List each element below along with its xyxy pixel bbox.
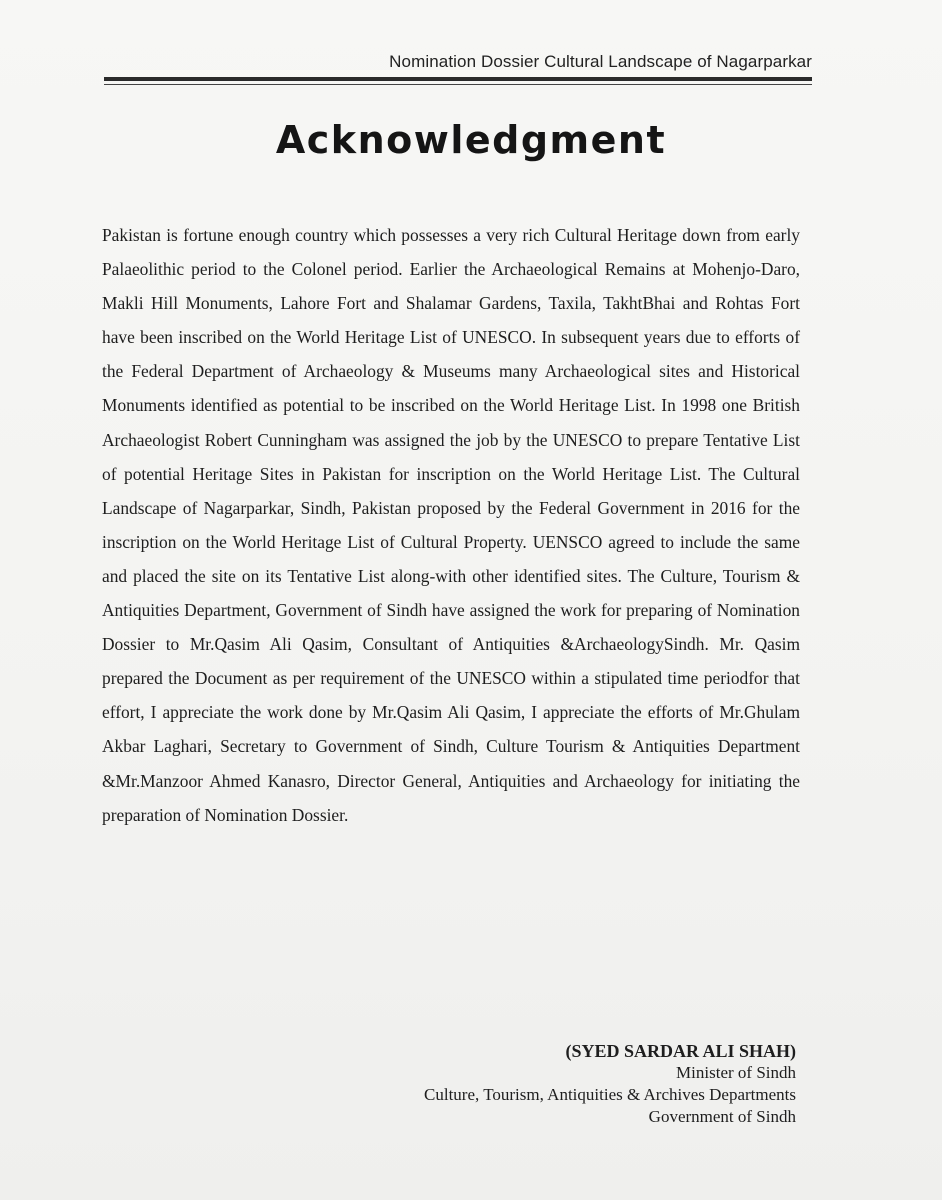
header-rule-thin [104, 84, 812, 85]
signatory-name: (SYED SARDAR ALI SHAH) [565, 1041, 796, 1061]
signature-block [424, 1040, 796, 1128]
acknowledgment-paragraph: Pakistan is fortune enough country which possesses a very rich Cultural Heritage down from early Palaeolithic period to the Colonel period. Earlier the Archaeological Remains at Mohenjo-Daro, Makli Hill Monuments, Lahore Fort and Shalamar Gardens, Taxila, TakhtBhai and Rohtas Fort have been inscribed on the World Heritage List of UNESCO. In subsequent years due to efforts of the Federal Department of Archaeology & Museums many Archaeological sites and Historical Monuments identified as potential to be inscribed on the World Heritage List. In 1998 one British Archaeologist Robert Cunningham was assigned the job by the UNESCO to prepare Tentative List of potential Heritage Sites in Pakistan for inscription on the World Heritage List. The Cultural Landscape of Nagarparkar, Sindh, Pakistan proposed by the Federal Government in 2016 for the inscription on the World Heritage List of Cultural Property. UENSCO agreed to include the same and placed the site on its Tentative List along-with other identified sites. The Culture, Tourism & Antiquities Department, Government of Sindh have assigned the work for preparing of Nomination Dossier to Mr.Qasim Ali Qasim, Consultant of Antiquities &ArchaeologySindh. Mr. Qasim prepared the Document as per requirement of the UNESCO within a stipulated time periodfor that effort, I appreciate the work done by Mr.Qasim Ali Qasim, I appreciate the efforts of Mr.Ghulam Akbar Laghari, Secretary to Government of Sindh, Culture Tourism & Antiquities Department &Mr.Manzoor Ahmed Kanasro, Director General, Antiquities and Archaeology for initiating the preparation of Nomination Dossier. [102, 225, 800, 825]
signatory-departments: Culture, Tourism, Antiquities & Archives Departments [424, 1085, 796, 1104]
running-header: Nomination Dossier Cultural Landscape of Nagarparkar [389, 52, 812, 71]
header-rule [104, 77, 812, 81]
signatory-government: Government of Sindh [648, 1107, 796, 1126]
signatory-position: Minister of Sindh [676, 1063, 796, 1082]
page-title: Acknowledgment [275, 118, 667, 162]
